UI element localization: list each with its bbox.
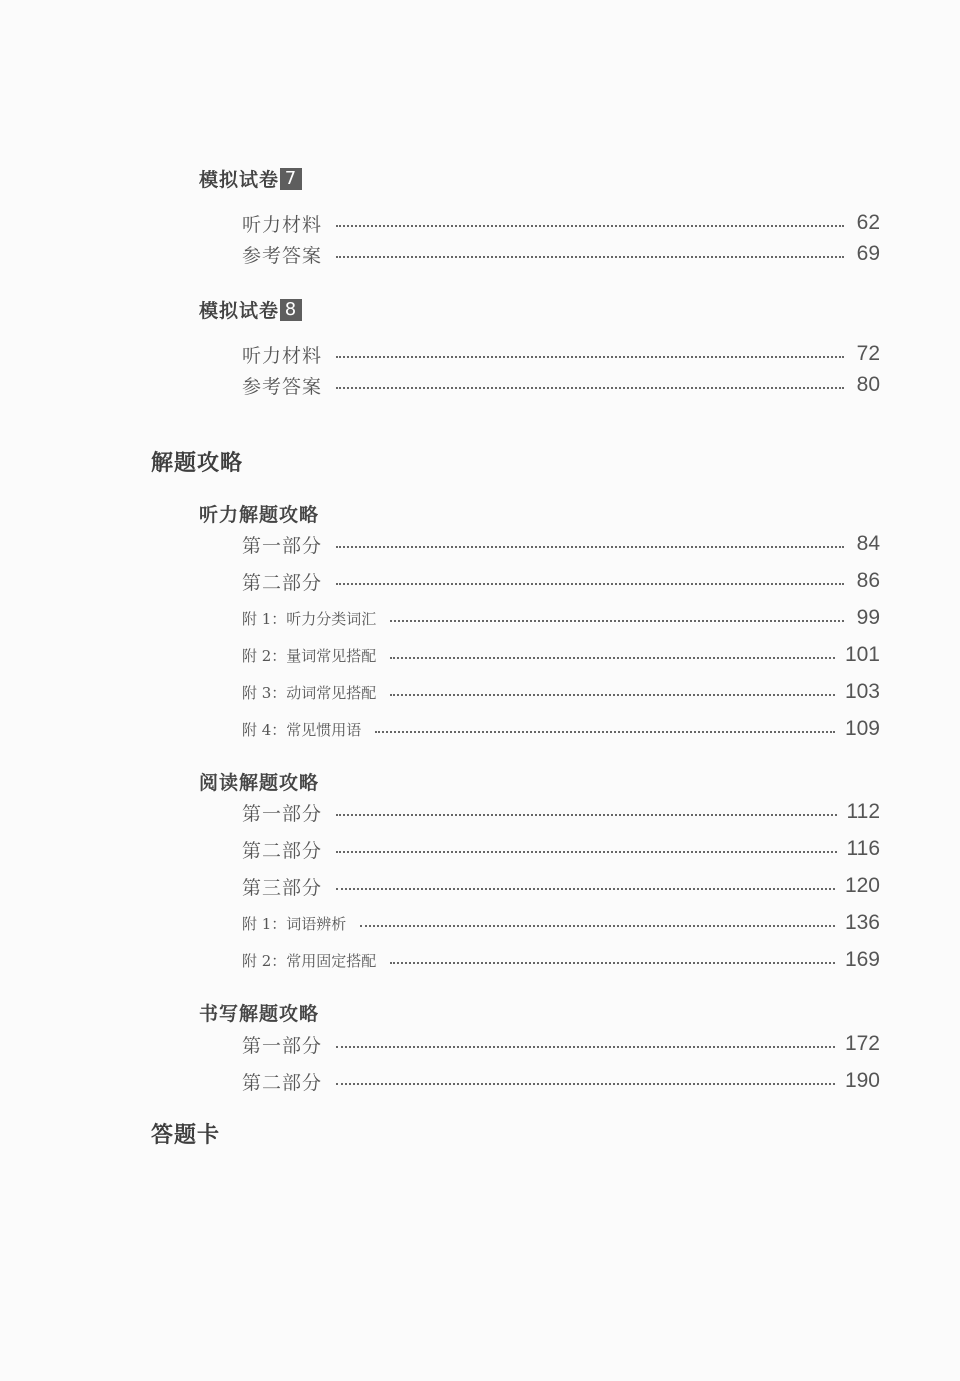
toc-entry-page: 99	[856, 606, 880, 629]
toc-entry-label: 附 1：词语辨析	[242, 914, 347, 933]
dot-leader	[390, 692, 835, 696]
toc-entry-label: 第二部分	[242, 571, 323, 594]
toc-entry-label: 第一部分	[242, 802, 323, 825]
dot-leader	[336, 385, 844, 389]
toc-entry-page: 103	[844, 680, 880, 703]
dot-leader	[336, 1081, 835, 1085]
toc-entry[interactable]	[242, 679, 880, 705]
toc-entry-label: 听力材料	[242, 344, 323, 367]
exam-number-badge: 8	[280, 299, 302, 321]
toc-entry-page: 116	[846, 837, 880, 860]
dot-leader	[375, 729, 835, 733]
toc-entry[interactable]	[242, 947, 880, 973]
toc-entry[interactable]	[242, 1068, 880, 1094]
dot-leader	[360, 923, 835, 927]
dot-leader	[336, 254, 844, 258]
dot-leader	[390, 655, 835, 659]
toc-entry-page: 101	[844, 643, 880, 666]
toc-entry-label: 第一部分	[242, 1034, 323, 1057]
toc-entry-label: 附 3：动词常见搭配	[242, 683, 377, 702]
toc-entry[interactable]	[242, 873, 880, 899]
toc-entry-page: 136	[844, 911, 880, 934]
toc-entry[interactable]	[242, 568, 880, 594]
toc-entry-page: 69	[856, 242, 880, 265]
toc-entry-page: 84	[856, 532, 880, 555]
toc-entry-label: 听力材料	[242, 213, 323, 236]
toc-entry-page: 190	[844, 1069, 880, 1092]
toc-entry-page: 169	[844, 948, 880, 971]
toc-entry[interactable]	[242, 605, 880, 631]
toc-entry-label: 附 2：量词常见搭配	[242, 646, 377, 665]
toc-entry-label: 附 1：听力分类词汇	[242, 609, 377, 628]
toc-entry[interactable]	[242, 531, 880, 557]
toc-entry-page: 72	[856, 342, 880, 365]
dot-leader	[336, 223, 844, 227]
dot-leader	[336, 886, 835, 890]
toc-entry-page: 109	[844, 717, 880, 740]
section-heading-mock-exam-8[interactable]	[199, 296, 302, 323]
toc-entry-page: 120	[844, 874, 880, 897]
toc-entry-label: 附 2：常用固定搭配	[242, 951, 377, 970]
dot-leader	[336, 544, 844, 548]
toc-entry[interactable]	[242, 1031, 880, 1057]
toc-entry-label: 参考答案	[242, 244, 323, 267]
toc-entry-page: 80	[856, 373, 880, 396]
toc-entry-label: 第三部分	[242, 876, 323, 899]
toc-entry[interactable]	[242, 341, 880, 367]
toc-entry[interactable]	[242, 716, 880, 742]
toc-entry-page: 86	[856, 569, 880, 592]
toc-entry-label: 参考答案	[242, 375, 323, 398]
toc-entry-page: 112	[846, 800, 880, 823]
dot-leader	[336, 1044, 835, 1048]
dot-leader	[336, 354, 844, 358]
section-heading-listening[interactable]: 听力解题攻略	[199, 504, 320, 526]
dot-leader	[336, 581, 844, 585]
toc-entry[interactable]	[242, 241, 880, 267]
dot-leader	[390, 618, 844, 622]
toc-entry-label: 第二部分	[242, 1071, 323, 1094]
section-heading-reading[interactable]: 阅读解题攻略	[199, 772, 320, 794]
toc-entry[interactable]	[242, 210, 880, 236]
section-heading-mock-exam-7[interactable]	[199, 165, 302, 192]
toc-entry[interactable]	[242, 799, 880, 825]
toc-entry-label: 第二部分	[242, 839, 323, 862]
toc-entry-label: 附 4：常见惯用语	[242, 720, 362, 739]
section-title: 模拟试卷	[199, 169, 280, 191]
toc-entry-page: 62	[856, 211, 880, 234]
toc-entry[interactable]	[242, 836, 880, 862]
toc-entry-label: 第一部分	[242, 534, 323, 557]
toc-entry[interactable]	[242, 372, 880, 398]
chapter-heading-strategies[interactable]: 解题攻略	[151, 450, 244, 476]
section-heading-writing[interactable]: 书写解题攻略	[199, 1003, 320, 1025]
section-title: 模拟试卷	[199, 300, 280, 322]
toc-entry[interactable]	[242, 642, 880, 668]
toc-entry[interactable]	[242, 910, 880, 936]
dot-leader	[390, 960, 835, 964]
dot-leader	[336, 849, 837, 853]
toc-entry-page: 172	[844, 1032, 880, 1055]
dot-leader	[336, 812, 837, 816]
exam-number-badge: 7	[280, 168, 302, 190]
chapter-heading-answer-sheet[interactable]: 答题卡	[151, 1122, 221, 1148]
